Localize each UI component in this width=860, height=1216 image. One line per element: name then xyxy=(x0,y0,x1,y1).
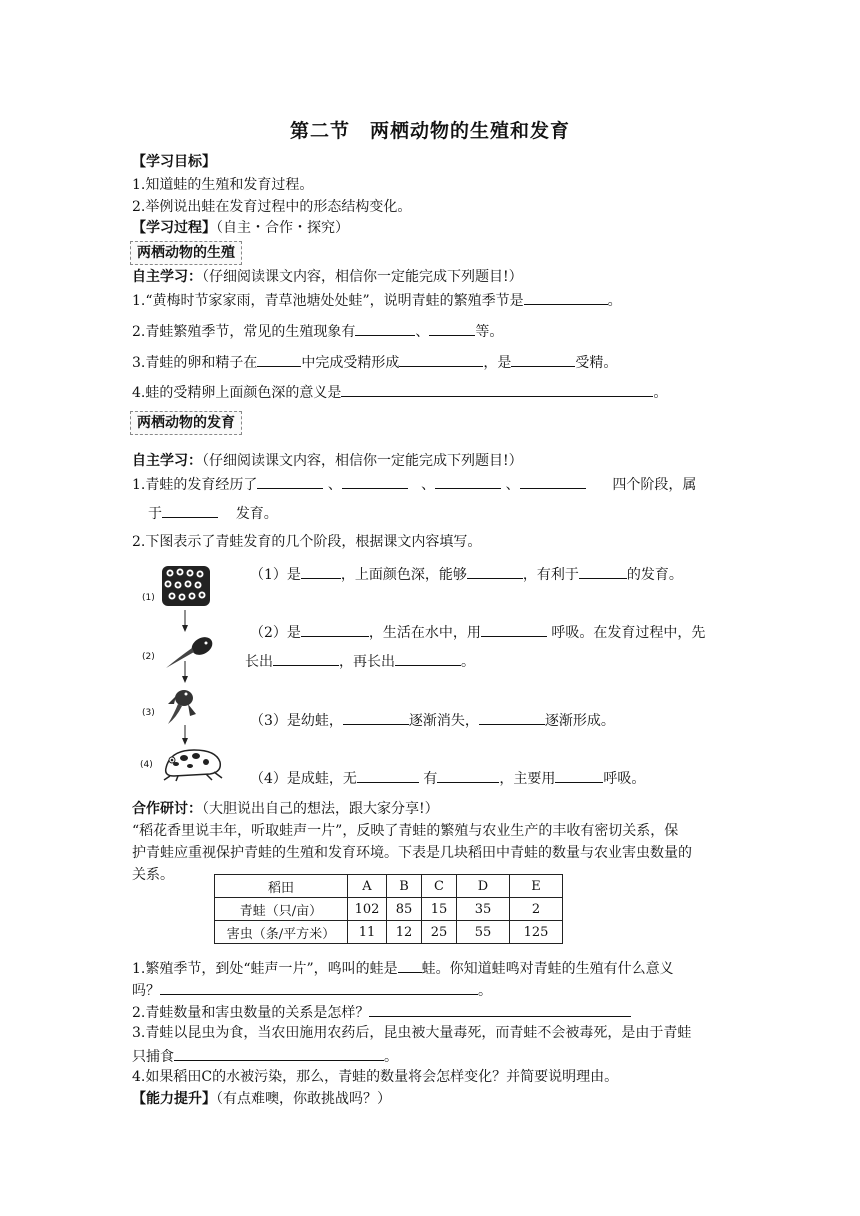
s2-q1-sep: 、 xyxy=(421,477,436,493)
s1-q3-text-b: 中完成受精形成 xyxy=(301,355,400,371)
stage-label: (4) xyxy=(140,760,153,770)
coop-question-3-cont xyxy=(132,1046,398,1066)
coop-question-1-cont xyxy=(132,980,492,1000)
table-row xyxy=(215,921,563,944)
coop-label: 合作研讨： xyxy=(132,801,202,817)
stage-label: (1) xyxy=(142,593,155,603)
blank[interactable] xyxy=(355,321,415,336)
s1-q3-text-c: ，是 xyxy=(483,355,512,371)
stage-label: (3) xyxy=(142,708,155,718)
blank[interactable] xyxy=(555,768,603,783)
objective-1: 1.知道蛙的生殖和发育过程。 xyxy=(132,177,314,193)
coop-para-line-3: 关系。 xyxy=(132,867,174,883)
coop-q1-text-a: 1.繁殖季节，到处“蛙声一片”，鸣叫的蛙是 xyxy=(132,961,398,977)
stage-text: ，主要用 xyxy=(499,771,556,787)
blank[interactable] xyxy=(467,564,523,579)
table-header-row xyxy=(215,875,563,898)
s2-q1-text-a: 1.青蛙的发育经历了 xyxy=(132,477,258,493)
table-cell: 害虫（条/平方米） xyxy=(215,921,348,944)
process-subtitle: （自主・合作・探究） xyxy=(216,220,349,236)
coop-question-2 xyxy=(132,1002,631,1022)
table-cell: A xyxy=(348,875,387,898)
stage-1-text xyxy=(250,564,683,584)
blank[interactable] xyxy=(398,958,422,973)
frog-pest-table xyxy=(214,874,563,944)
blank[interactable] xyxy=(520,474,586,489)
stage-text: 呼吸。 xyxy=(603,771,646,787)
coop-question-1 xyxy=(132,958,674,978)
s1-q3-text-d: 受精。 xyxy=(575,355,618,371)
coop-question-3: 3.青蛙以昆虫为食，当农田施用农药后，昆虫被大量毒死，而青蛙不会被毒死，是由于青蛙 xyxy=(132,1025,692,1041)
blank[interactable] xyxy=(395,651,461,666)
table-cell: E xyxy=(510,875,563,898)
table-cell: 15 xyxy=(422,898,457,921)
table-cell: 青蛙（只/亩） xyxy=(215,898,348,921)
table-cell: B xyxy=(387,875,422,898)
tadpole-image xyxy=(160,634,218,678)
stage-text: 有 xyxy=(423,771,438,787)
blank[interactable] xyxy=(162,503,218,518)
blank[interactable] xyxy=(399,352,483,367)
table-cell: 35 xyxy=(457,898,510,921)
blank[interactable] xyxy=(257,474,323,489)
table-cell: 稻田 xyxy=(215,875,348,898)
frog-eggs-image xyxy=(160,564,212,612)
blank[interactable] xyxy=(429,321,475,336)
blank[interactable] xyxy=(437,768,499,783)
blank[interactable] xyxy=(479,710,545,725)
stage-text: 。 xyxy=(461,654,475,670)
blank[interactable] xyxy=(343,710,409,725)
self-study-2 xyxy=(132,452,523,470)
table-cell: 12 xyxy=(387,921,422,944)
table-cell: 11 xyxy=(348,921,387,944)
objective-2: 2.举例说出蛙在发育过程中的形态结构变化。 xyxy=(132,199,412,215)
table-cell: 85 xyxy=(387,898,422,921)
s2-q1-text-c: 于 xyxy=(148,506,162,522)
ability-label: 【能力提升】 xyxy=(132,1091,216,1107)
table-row xyxy=(215,898,563,921)
s2-q1-sep: 、 xyxy=(505,477,520,493)
stage-text: ，生活在水中，用 xyxy=(368,625,481,641)
ability-note: （有点难噢，你敢挑战吗？） xyxy=(216,1091,391,1107)
stage-text: 的发育。 xyxy=(626,567,683,583)
blank[interactable] xyxy=(511,352,575,367)
s1-q4-text: 4.蛙的受精卵上面颜色深的意义是 xyxy=(132,385,342,401)
stage-text: （3）是幼蛙， xyxy=(250,713,343,729)
arrow-down-icon xyxy=(181,610,189,636)
stage-text: ，再长出 xyxy=(339,654,395,670)
coop-note: （大胆说出自己的想法，跟大家分享!） xyxy=(202,801,439,817)
stage-text: 长出 xyxy=(245,654,273,670)
s1-q2-text-c: 等。 xyxy=(475,324,504,340)
table-cell: 102 xyxy=(348,898,387,921)
coop-q1-text-d: 。 xyxy=(478,983,492,999)
section-box-development: 两栖动物的发育 xyxy=(130,411,242,435)
stage-text: 逐渐消失， xyxy=(408,713,479,729)
s1-q1-end: 。 xyxy=(607,293,622,309)
blank[interactable] xyxy=(301,564,341,579)
self-study-label: 自主学习： xyxy=(132,453,202,469)
s2-q1-sep: 、 xyxy=(327,477,342,493)
s1-q2-text-b: 、 xyxy=(415,324,430,340)
s2-q1-text-b: 四个阶段，属 xyxy=(612,477,697,493)
ability-heading xyxy=(132,1090,391,1108)
blank[interactable] xyxy=(524,290,608,305)
self-study-note: （仔细阅读课文内容，相信你一定能完成下列题目!） xyxy=(202,453,523,469)
blank[interactable] xyxy=(160,980,478,995)
table-cell: 2 xyxy=(510,898,563,921)
coop-para-line-1: “稻花香里说丰年，听取蛙声一片”，反映了青蛙的繁殖与农业生产的丰收有密切关系，保 xyxy=(132,823,679,839)
self-study-1 xyxy=(132,268,523,286)
stage-2-text xyxy=(250,622,705,642)
coop-q2-text: 2.青蛙数量和害虫数量的关系是怎样？ xyxy=(132,1005,370,1021)
table-cell: C xyxy=(422,875,457,898)
self-study-note: （仔细阅读课文内容，相信你一定能完成下列题目!） xyxy=(202,269,523,285)
stage-label: (2) xyxy=(142,652,155,662)
blank[interactable] xyxy=(174,1046,384,1061)
stage-text: （2）是 xyxy=(250,625,301,641)
stage-text: 逐渐形成。 xyxy=(544,713,615,729)
s1-q1-text: 1.“黄梅时节家家雨，青草池塘处处蛙”，说明青蛙的繁殖季节是 xyxy=(132,293,524,309)
s1-q3-text-a: 3.青蛙的卵和精子在 xyxy=(132,355,258,371)
s2-question-2: 2.下图表示了青蛙发育的几个阶段，根据课文内容填写。 xyxy=(132,534,482,550)
coop-q1-text-b: 蛙。你知道蛙鸣对青蛙的生殖有什么意义 xyxy=(421,961,674,977)
coop-q3-text-c: 。 xyxy=(384,1049,398,1065)
blank[interactable] xyxy=(435,474,501,489)
process-heading xyxy=(132,219,349,237)
s1-question-3 xyxy=(132,352,617,372)
blank[interactable] xyxy=(481,622,547,637)
s1-q4-end: 。 xyxy=(653,385,668,401)
stage-text: ，上面颜色深，能够 xyxy=(340,567,467,583)
s2-question-1 xyxy=(132,474,696,494)
coop-heading xyxy=(132,800,439,818)
objectives-heading: 【学习目标】 xyxy=(132,154,216,170)
s1-question-2 xyxy=(132,321,503,341)
s1-question-4 xyxy=(132,382,667,402)
blank[interactable] xyxy=(369,1002,631,1017)
blank[interactable] xyxy=(257,352,301,367)
blank[interactable] xyxy=(273,651,339,666)
page-title: 第二节 两栖动物的生殖和发育 xyxy=(289,120,570,142)
table-cell: 25 xyxy=(422,921,457,944)
stage-text: （4）是成蛙，无 xyxy=(250,771,357,787)
s2-question-1-cont xyxy=(148,503,278,523)
s2-q1-text-d: 发育。 xyxy=(235,506,278,522)
coop-q1-text-c: 吗？ xyxy=(132,983,160,999)
stage-2-text-cont xyxy=(245,651,475,671)
adult-frog-image xyxy=(160,742,226,786)
blank[interactable] xyxy=(341,382,653,397)
stage-text: ，有利于 xyxy=(522,567,579,583)
coop-question-4: 4.如果稻田C的水被污染，那么，青蛙的数量将会怎样变化？并简要说明理由。 xyxy=(132,1069,619,1085)
blank[interactable] xyxy=(301,622,369,637)
coop-q3-text-b: 只捕食 xyxy=(132,1049,174,1065)
table-cell: 55 xyxy=(457,921,510,944)
process-heading-label: 【学习过程】 xyxy=(132,220,216,236)
self-study-label: 自主学习： xyxy=(132,269,202,285)
stage-text: （1）是 xyxy=(250,567,301,583)
blank[interactable] xyxy=(342,474,408,489)
table-cell: 125 xyxy=(510,921,563,944)
coop-para-line-2: 护青蛙应重视保护青蛙的生殖和发育环境。下表是几块稻田中青蛙的数量与农业害虫数量的 xyxy=(132,845,692,861)
stage-3-text xyxy=(250,710,615,730)
blank[interactable] xyxy=(579,564,627,579)
stage-4-text xyxy=(250,768,645,788)
blank[interactable] xyxy=(357,768,419,783)
s1-question-1 xyxy=(132,290,622,310)
stage-text: 呼吸。在发育过程中，先 xyxy=(551,625,706,641)
section-box-reproduction: 两栖动物的生殖 xyxy=(130,241,242,265)
table-cell: D xyxy=(457,875,510,898)
s1-q2-text-a: 2.青蛙繁殖季节，常见的生殖现象有 xyxy=(132,324,356,340)
